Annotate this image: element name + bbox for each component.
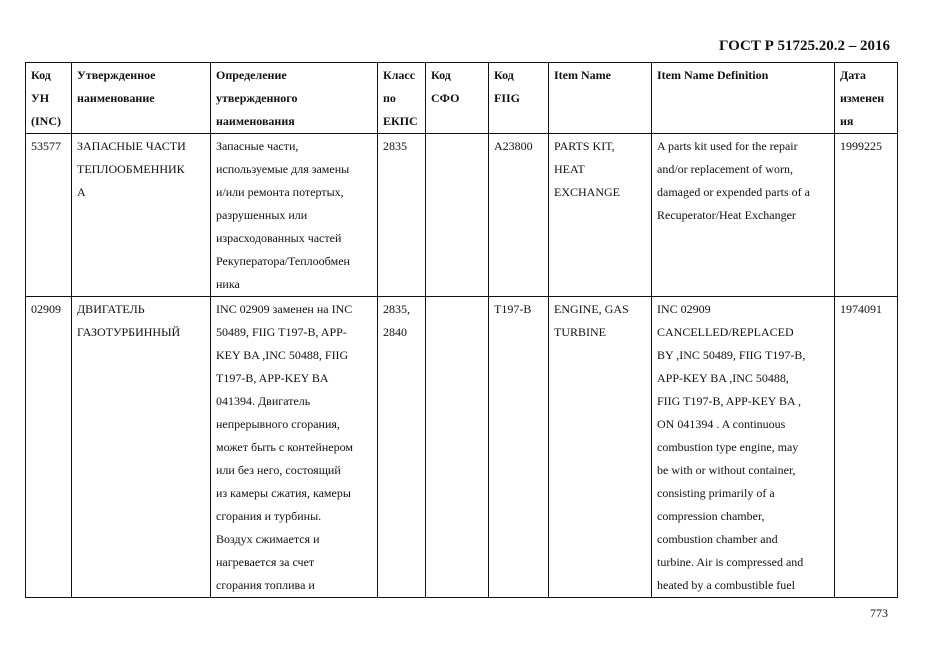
document-title: ГОСТ Р 51725.20.2 – 2016 — [718, 38, 890, 54]
col-header-approved-name: Утвержденное наименование — [72, 63, 211, 134]
table-row — [26, 297, 898, 598]
cell-sfo-code — [426, 297, 489, 598]
col-header-change-date: Дата изменен ия — [835, 63, 898, 134]
col-header-item-name: Item Name — [549, 63, 652, 134]
cell-approved-name: ЗАПАСНЫЕ ЧАСТИ ТЕПЛООБМЕННИК А — [72, 134, 211, 297]
cell-item-name: PARTS KIT, HEAT EXCHANGE — [549, 134, 652, 297]
col-header-fiig-code: Код FIIG — [489, 63, 549, 134]
catalog-table — [25, 62, 898, 598]
cell-item-name-definition: INC 02909 CANCELLED/REPLACED BY ,INC 50489, FIIG T197-B, APP-KEY BA ,INC 50488, FIIG T197-B, APP-KEY BA , ON 041394 . A continuous combustion type engine, may be with or without container, consisting primarily of a compression chamber, combustion chamber and turbine. Air is compressed and heated by a combustible fuel — [652, 297, 835, 598]
cell-change-date: 1999225 — [835, 134, 898, 297]
cell-inc-code: 02909 — [26, 297, 72, 598]
page-number: 773 — [870, 606, 888, 620]
col-header-item-name-definition: Item Name Definition — [652, 63, 835, 134]
cell-definition: Запасные части, используемые для замены и/или ремонта потертых, разрушенных или израсходованных частей Рекуператора/Теплообмен ника — [211, 134, 378, 297]
cell-ekps-class: 2835, 2840 — [378, 297, 426, 598]
cell-change-date: 1974091 — [835, 297, 898, 598]
col-header-ekps-class: Класс по ЕКПС — [378, 63, 426, 134]
cell-definition: INC 02909 заменен на INC 50489, FIIG T197-B, APP- KEY BA ,INC 50488, FIIG T197-B, APP-KEY BA 041394. Двигатель непрерывного сгорания, может быть с контейнером или без него, состоящий из камеры сжатия, камеры сгорания и турбины. Воздух сжимается и нагревается за счет сгорания топлива и — [211, 297, 378, 598]
col-header-definition: Определение утвержденного наименования — [211, 63, 378, 134]
table-row — [26, 134, 898, 297]
cell-inc-code: 53577 — [26, 134, 72, 297]
cell-fiig-code: A23800 — [489, 134, 549, 297]
cell-approved-name: ДВИГАТЕЛЬ ГАЗОТУРБИННЫЙ — [72, 297, 211, 598]
cell-item-name-definition: A parts kit used for the repair and/or replacement of worn, damaged or expended parts of a Recuperator/Heat Exchanger — [652, 134, 835, 297]
cell-sfo-code — [426, 134, 489, 297]
cell-item-name: ENGINE, GAS TURBINE — [549, 297, 652, 598]
cell-ekps-class: 2835 — [378, 134, 426, 297]
cell-fiig-code: T197-B — [489, 297, 549, 598]
table-header-row — [26, 63, 898, 134]
col-header-sfo-code: Код СФО — [426, 63, 489, 134]
col-header-inc-code: Код УН (INC) — [26, 63, 72, 134]
